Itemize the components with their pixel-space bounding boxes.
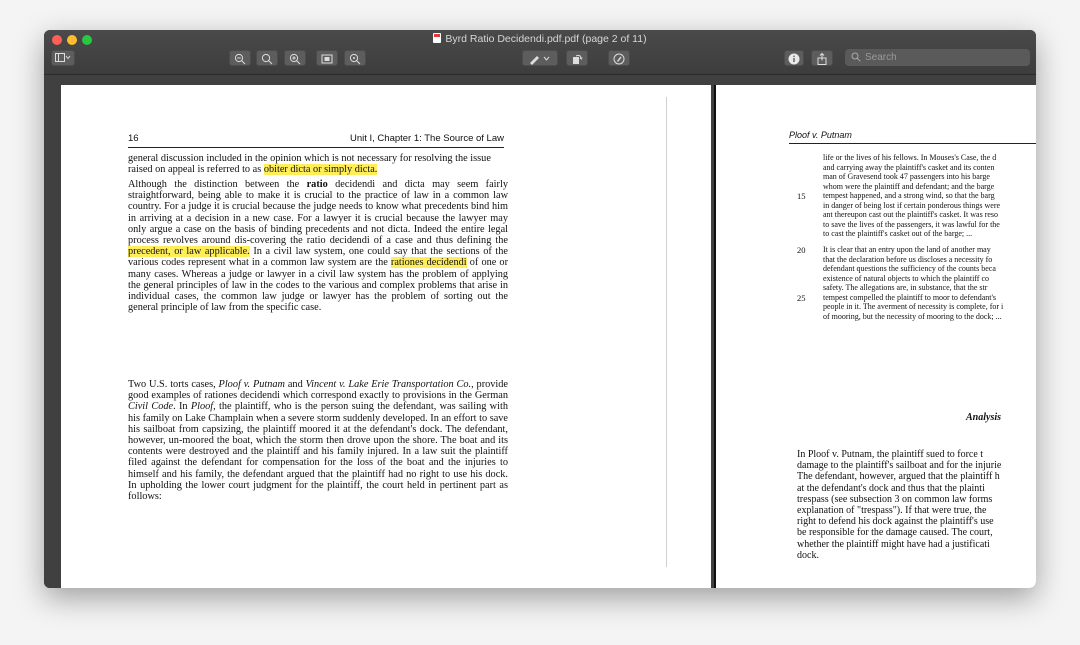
line-number: 15 bbox=[797, 191, 806, 201]
quote-line: defendant questions the sufficiency of the counts beca bbox=[823, 264, 996, 273]
zoom-to-fit-button[interactable] bbox=[316, 50, 338, 66]
rotate-icon bbox=[571, 53, 583, 65]
search-input[interactable] bbox=[845, 49, 1030, 66]
quote-line: life or the lives of his fellows. In Mouses's Case, the d bbox=[823, 153, 997, 162]
search-placeholder: Search bbox=[865, 52, 897, 63]
analysis-body: In Ploof v. Putnam, the plaintiff sued to force t damage to the plaintiff's sailboat and for the injurie The defendant, however, argued that the plaintiff h at the defendant's dock and thus that the plainti trespass (see subsection 3 on common law forms explanation of "trespass"). If that were true, the right to defend his dock against the plaintiff's use be responsible for the damage caused. The court, whether the plaintiff might have had a justificati dock. bbox=[797, 449, 1002, 561]
share-icon bbox=[816, 53, 828, 65]
quote-line: tempest compelled the plaintiff to moor to defendant's bbox=[823, 292, 997, 302]
page-header bbox=[128, 133, 504, 148]
titlebar bbox=[44, 30, 1036, 75]
section-heading: Analysis bbox=[966, 412, 1002, 423]
highlight-rationes-decidendi[interactable]: rationes decidendi bbox=[390, 257, 467, 269]
quote-line: ant thereupon cast out the plaintiff's casket. It was reso bbox=[823, 210, 999, 219]
running-header: Unit I, Chapter 1: The Source of Law bbox=[349, 133, 504, 144]
sidebar-icon bbox=[55, 53, 71, 63]
pdf-document-icon bbox=[433, 33, 441, 43]
page-number: 16 bbox=[128, 133, 139, 144]
quote-line: in danger of being lost if certain ponderous things were bbox=[823, 200, 1001, 210]
preview-window bbox=[44, 30, 1036, 588]
quote-line: to save the lives of the passengers, it was lawful for the bbox=[823, 219, 1000, 229]
quote-line: people in it. The averment of necessity is complete, for i bbox=[823, 302, 1004, 311]
highlight-obiter-dicta[interactable]: obiter dicta or simply dicta. bbox=[263, 164, 378, 176]
line-number: 25 bbox=[797, 292, 806, 303]
sidebar-toggle-button[interactable] bbox=[51, 50, 75, 66]
paragraph-2: Although the distinction between the ratio decidendi and dicta may seem fairly straightforward, being able to make it is crucial to the practice of law in a common law country. For a judge it is crucial because the judge needs to know what precedents bind him in arriving at a decision in a new case. For a lawyer it is crucial because the lawyer may only argue a case on the basis of binding precedents and not dicta. Indeed the entire legal process revolves around dis-covering the ratio decidendi of a case and thus defining the precedent, or law applicable. In a civil law system, one could say that the sections of the various codes represent what in a common law system are the rationes decidendi of one or many cases. Whereas a judge or lawyer in a civil law system has the problem of applying the general principles of law in the codes to the various and complex problems that arise in individual cases, the common law judge or lawyer has the problem of sorting out the general principle of law from the specific case. bbox=[128, 179, 508, 314]
markup-toolbar-button[interactable] bbox=[608, 50, 630, 66]
paragraph-1: general discussion included in the opinion which is not necessary for resolving the issue raised on appeal is referred to as obiter dicta or simply dicta. bbox=[128, 153, 491, 176]
page-header: Ploof v. Putnam bbox=[789, 130, 1036, 144]
zoom-out-button[interactable] bbox=[229, 50, 251, 66]
pdf-page-17 bbox=[714, 85, 1036, 588]
window-title: Byrd Ratio Decidendi.pdf.pdf (page 2 of 11) bbox=[44, 32, 1036, 46]
quote-line: existence of natural objects to which the plaintiff co bbox=[823, 273, 990, 283]
quote-line: to cast the plaintiff's casket out of the barge; ... bbox=[823, 229, 973, 238]
magnifier-icon bbox=[349, 53, 361, 65]
info-icon bbox=[788, 53, 800, 65]
info-button[interactable] bbox=[784, 50, 804, 66]
share-button[interactable] bbox=[811, 50, 833, 66]
line-number: 20 bbox=[797, 245, 806, 255]
quote-line: safety. The allegations are, in substance, that the str bbox=[823, 283, 988, 292]
magnifier-icon bbox=[261, 53, 273, 65]
fit-page-icon bbox=[321, 53, 333, 65]
quote-line: of mooring, but the necessity of mooring to the dock; ... bbox=[823, 311, 1002, 321]
paragraph-3: Two U.S. torts cases, Ploof v. Putnam and Vincent v. Lake Erie Transportation Co., provide good examples of rationes decidendi which correspond exactly to provisions in the German Civil Code. In Ploof, the plaintiff, who is the person suing the defendant, was sailing with his family on Lake Champlain when a severe storm suddenly developed. In an effort to save his sailboat from capsizing, the plaintiff moored it at the defendant's dock. The defendant, however, un-moored the boat, which the storm then drove upon the shore. The boat and its contents were destroyed and the plaintiff and his family injured. In a law suit the plaintiff filed against the defendant for compensation for the loss of the boat and the injuries to himself and his family, the defendant argued that the plaintiff had no right to use his dock. In upholding the lower court judgment for the plaintiff, the court held in pertinent part as follows: bbox=[128, 379, 509, 503]
actual-size-button[interactable] bbox=[256, 50, 278, 66]
zoom-in-icon bbox=[289, 53, 301, 65]
highlight-precedent[interactable]: precedent, or law applicable. bbox=[128, 246, 250, 258]
document-view[interactable] bbox=[44, 75, 1036, 588]
zoom-in-button[interactable] bbox=[284, 50, 306, 66]
page-gutter-line bbox=[666, 97, 667, 567]
quote-line: It is clear that an entry upon the land of another may bbox=[823, 245, 991, 254]
quote-line: tempest happened, and a strong wind, so that the barg bbox=[823, 191, 995, 200]
quote-line: that the declaration before us discloses a necessity fo bbox=[823, 254, 993, 264]
search-zoom-button[interactable] bbox=[344, 50, 366, 66]
quote-line: and carrying away the plaintiff's casket and its conten bbox=[823, 162, 995, 172]
markup-icon bbox=[613, 53, 625, 65]
search-icon bbox=[851, 52, 861, 62]
quote-line: whom were the plaintiff and defendant; and the barge bbox=[823, 181, 995, 191]
markup-pen-button[interactable] bbox=[522, 50, 558, 66]
pen-icon bbox=[527, 53, 553, 65]
rotate-button[interactable] bbox=[566, 50, 588, 66]
quote-line: man of Gravesend took 47 passengers into his barge bbox=[823, 172, 990, 181]
zoom-out-icon bbox=[234, 53, 246, 65]
pdf-page-16 bbox=[61, 85, 711, 588]
